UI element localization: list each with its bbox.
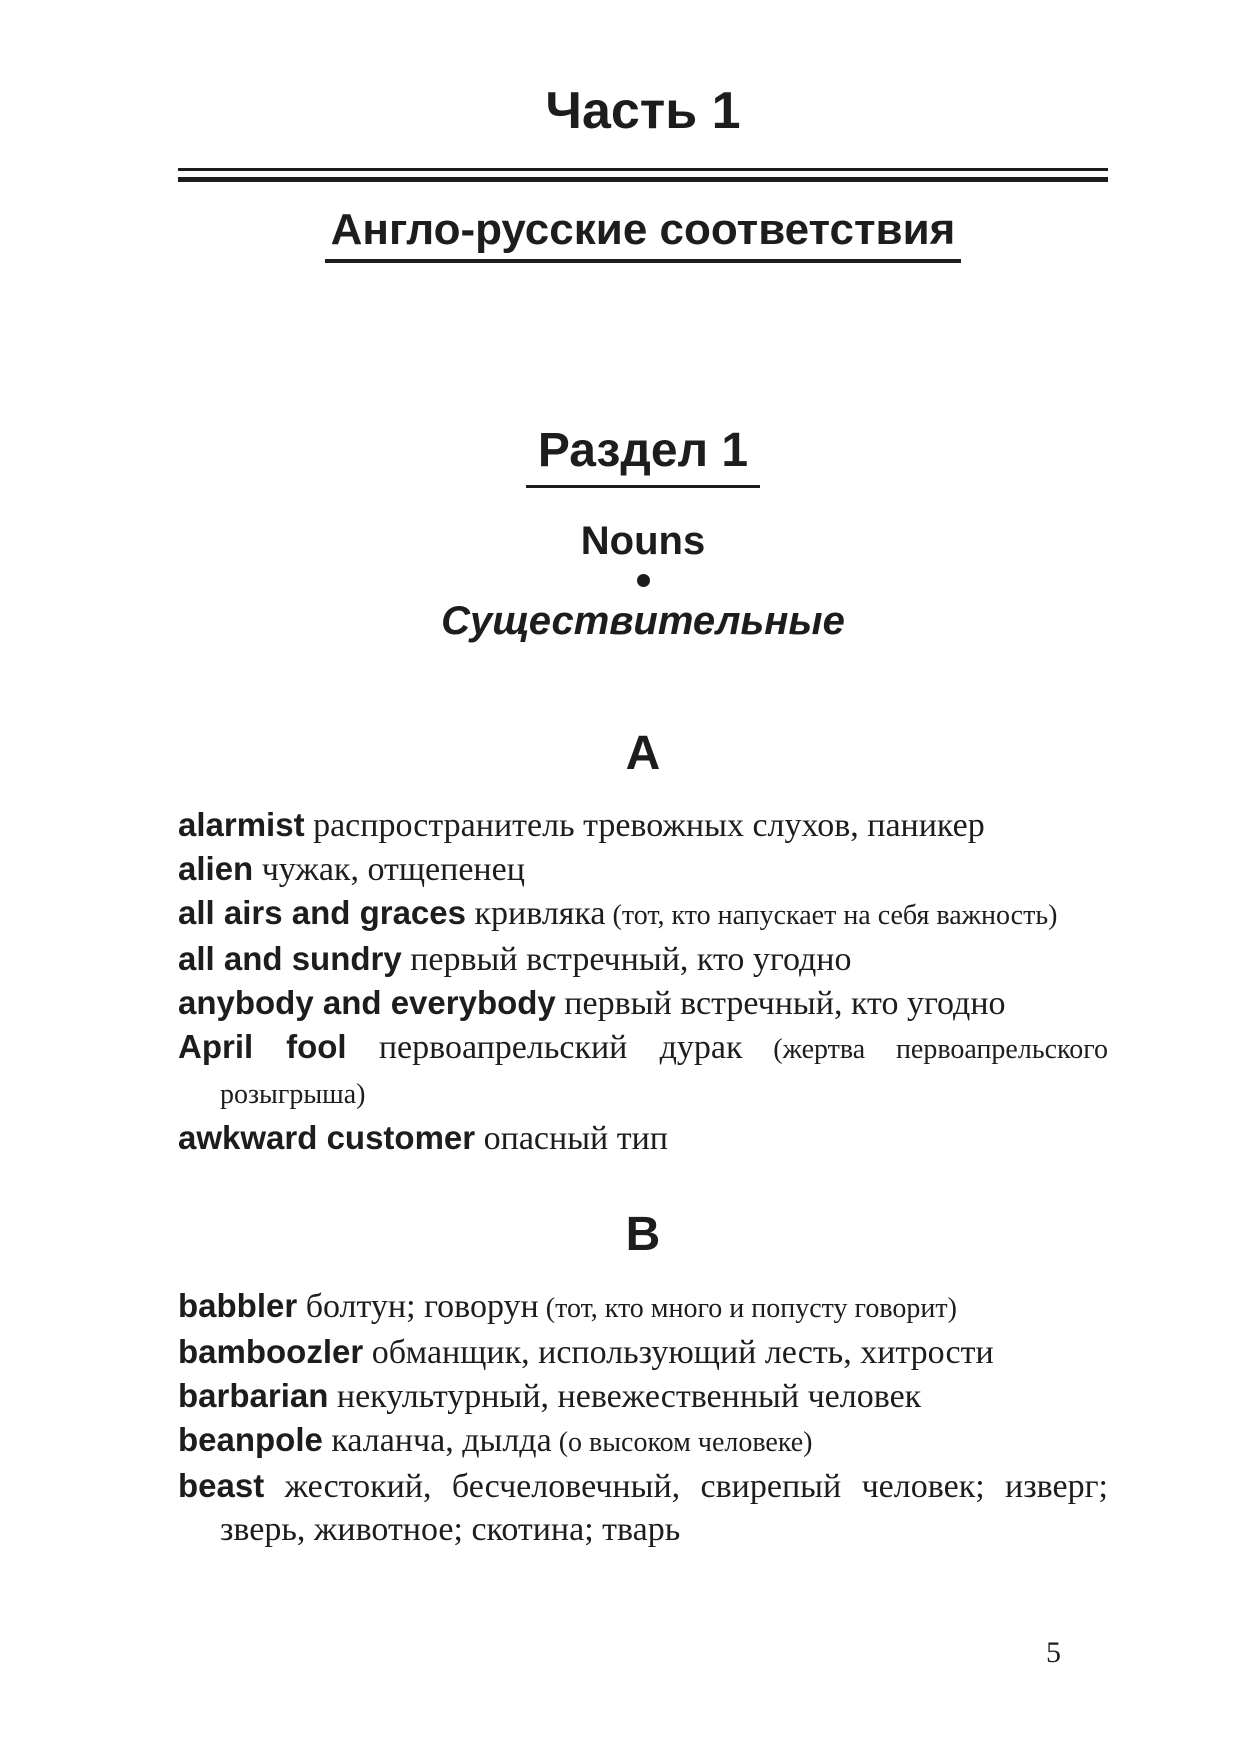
entry-translation: чужак, отщепенец: [253, 851, 525, 888]
entries-group: [178, 1284, 1108, 1551]
entry-note: (жертва первоапрельского розыгрыша): [220, 1034, 1108, 1110]
dictionary-entry: [178, 1464, 1108, 1551]
entry-translation: жестокий, бесчеловечный, свирепый человек; изверг; зверь, животное; скотина; тварь: [220, 1468, 1108, 1548]
entry-headword: awkward customer: [178, 1119, 476, 1156]
page-number: 5: [1046, 1636, 1061, 1669]
entry-headword: beast: [178, 1467, 265, 1504]
content-column: [178, 0, 1108, 1551]
dictionary-entry: [178, 937, 1108, 981]
entry-translation: первоапрельский дурак: [346, 1029, 743, 1066]
entry-translation: болтун; говорун: [297, 1288, 539, 1325]
dictionary-entry: [178, 981, 1108, 1025]
dictionary-entry: [178, 1116, 1108, 1160]
section-heading-english: Nouns: [580, 519, 706, 563]
entry-translation: первый встречный, кто угодно: [401, 941, 852, 978]
section-title-row: [178, 423, 1108, 488]
part-subtitle-row: [178, 204, 1108, 263]
dictionary-entry: [178, 1374, 1108, 1418]
entry-headword: barbarian: [178, 1377, 329, 1414]
entry-translation: опасный тип: [475, 1120, 668, 1157]
letter-heading: A: [625, 727, 661, 780]
entry-headword: alien: [178, 850, 254, 887]
entry-headword: babbler: [178, 1287, 298, 1324]
entry-headword: April fool: [178, 1028, 347, 1065]
entry-translation: распространитель тревожных слухов, паникер: [304, 807, 985, 844]
dictionary-entry: [178, 1025, 1108, 1116]
entry-headword: all and sundry: [178, 940, 402, 977]
part-title: Часть 1: [545, 82, 741, 140]
double-rule: [178, 168, 1108, 182]
entry-translation: кривляка: [466, 895, 606, 932]
entry-note: (тот, кто много и попусту говорит): [538, 1293, 957, 1324]
part-subtitle: Англо-русские соответствия: [325, 204, 962, 263]
dictionary-entry: [178, 891, 1108, 937]
entry-translation: каланча, дылда: [322, 1422, 552, 1459]
entry-headword: alarmist: [178, 806, 305, 843]
entry-headword: all airs and graces: [178, 894, 466, 931]
dictionary-groups: [178, 727, 1108, 1551]
letter-heading: B: [625, 1208, 661, 1261]
dictionary-entry: [178, 803, 1108, 847]
entry-note: (о высоком человеке): [551, 1427, 813, 1458]
dictionary-entry: [178, 1284, 1108, 1330]
entry-translation: обманщик, использующий лесть, хитрости: [363, 1334, 994, 1371]
dictionary-entry: [178, 847, 1108, 891]
entry-translation: некультурный, невежественный человек: [328, 1378, 922, 1415]
entry-headword: bamboozler: [178, 1333, 364, 1370]
entries-group: [178, 803, 1108, 1160]
entry-note: (тот, кто напускает на себя важность): [605, 900, 1058, 931]
entry-headword: beanpole: [178, 1421, 323, 1458]
bullet-separator: [637, 574, 650, 587]
entry-translation: первый встречный, кто угодно: [555, 985, 1006, 1022]
dictionary-entry: [178, 1418, 1108, 1464]
section-title: Раздел 1: [526, 423, 760, 488]
dictionary-entry: [178, 1330, 1108, 1374]
section-heading-russian: Существительные: [441, 599, 845, 643]
entry-headword: anybody and everybody: [178, 984, 556, 1021]
